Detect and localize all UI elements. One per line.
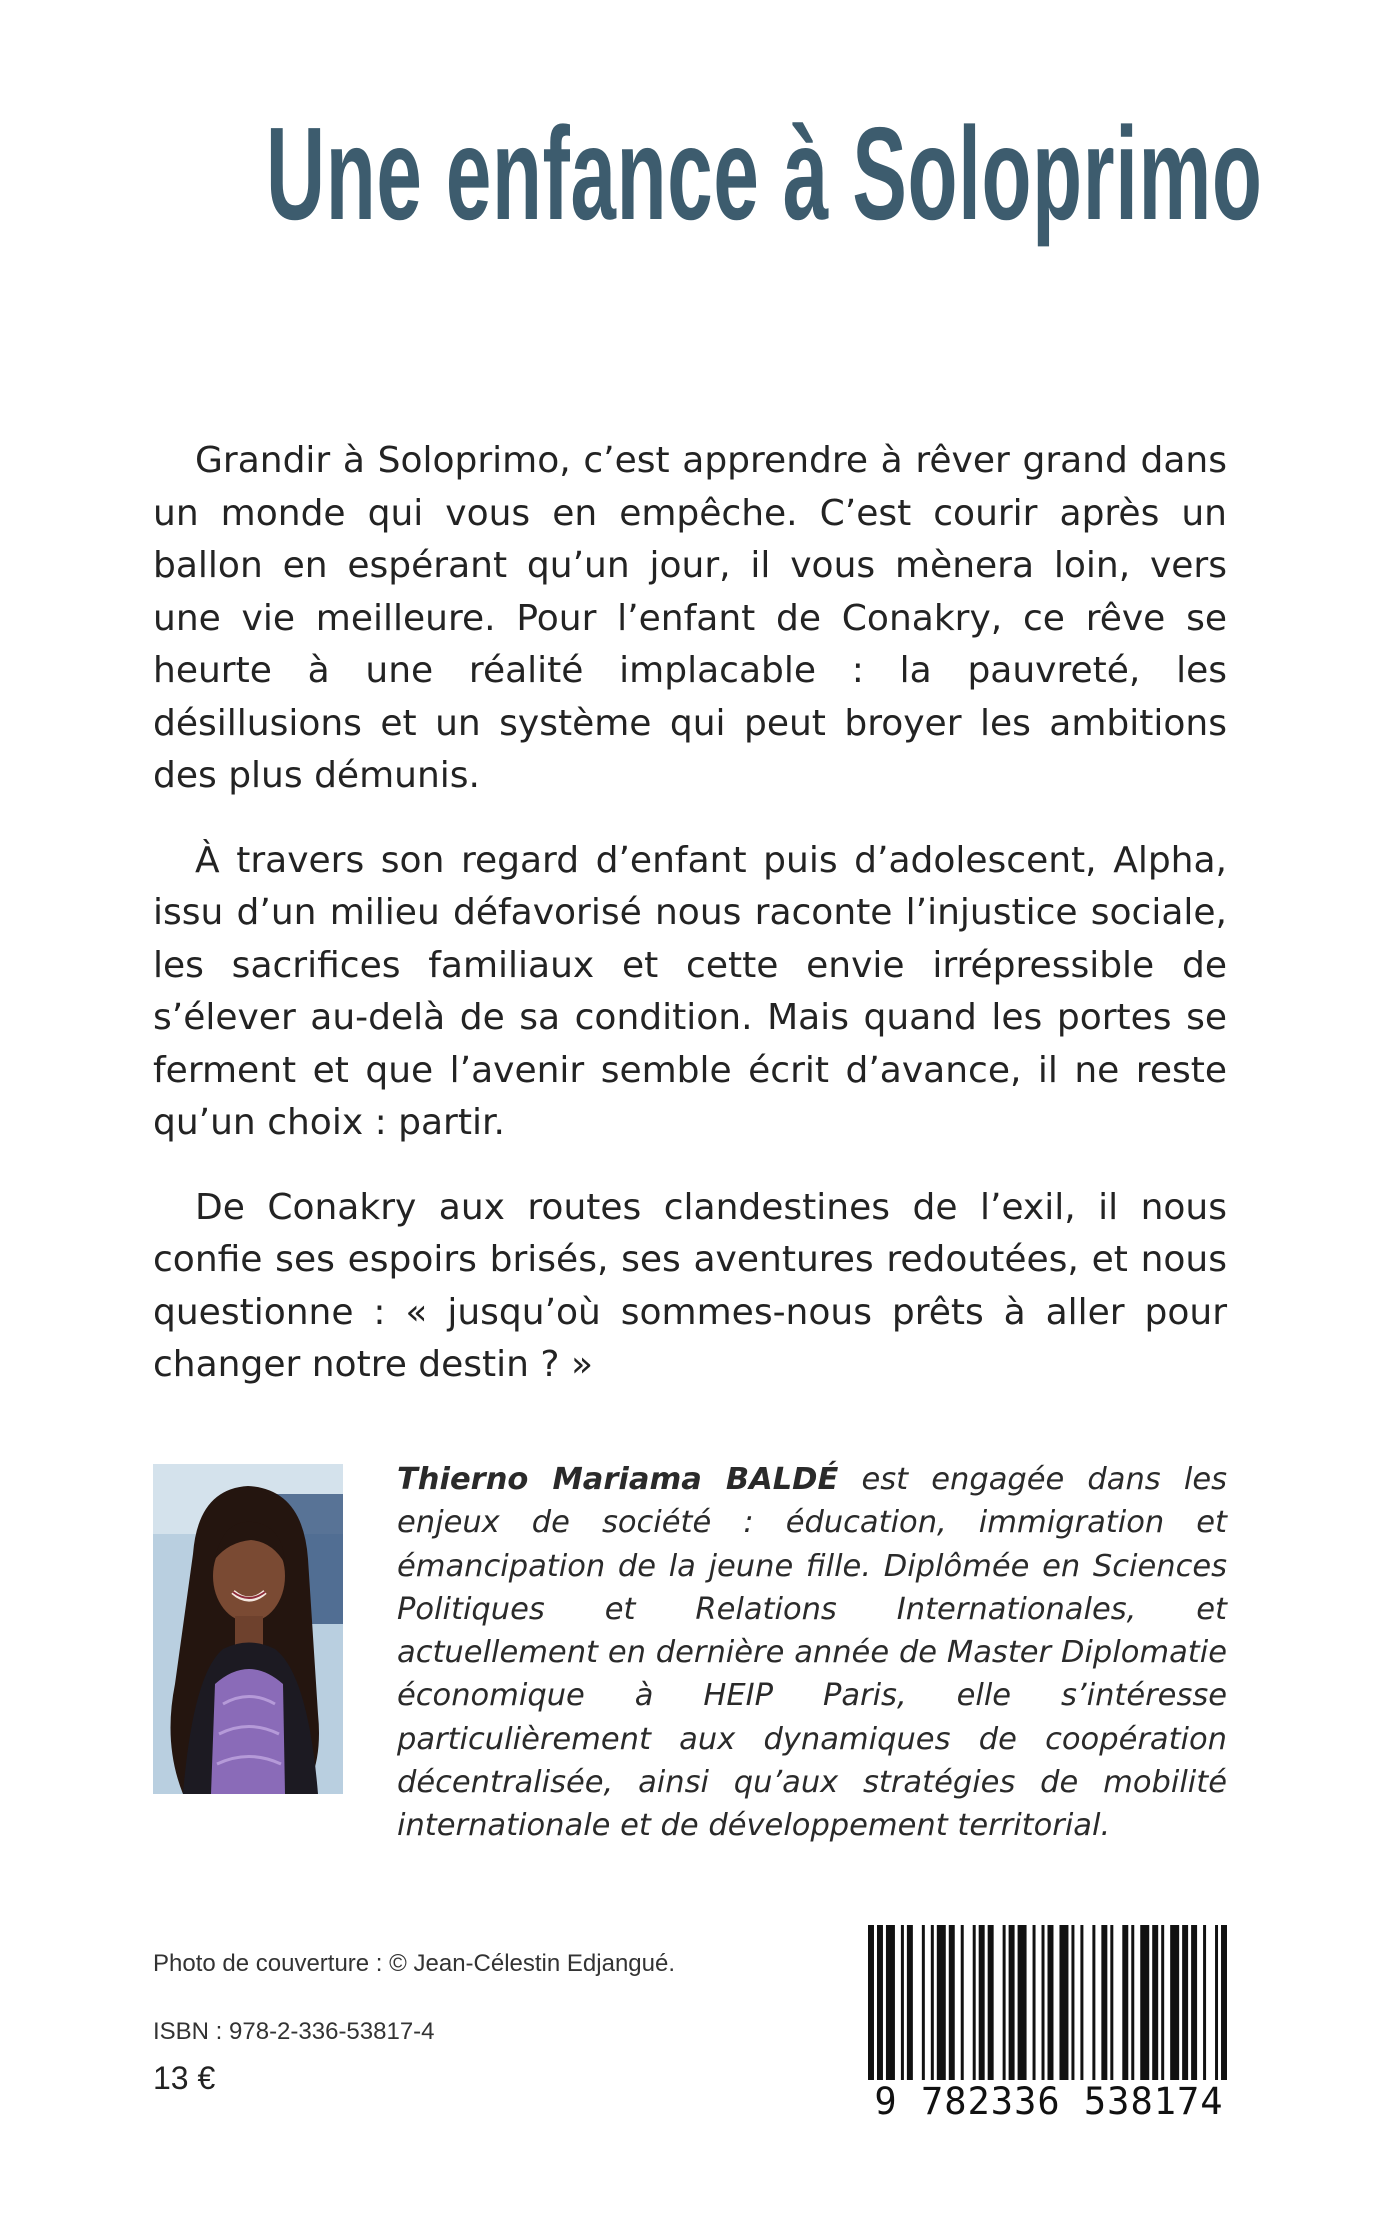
photo-credit: Photo de couverture : © Jean-Célestin Edjangué. [153,1950,675,1977]
blurb [153,435,1227,1424]
author-photo [153,1464,343,1794]
author-bio [397,1458,1227,1848]
blurb-paragraph-3: De Conakry aux routes clandestines de l’exil, il nous confie ses espoirs brisés, ses aventures redoutées, et nous questionne : « jusqu’où sommes-nous prêts à aller pour changer notre destin ? » [153,1186,1227,1385]
price: 13 € [153,2060,216,2096]
author-portrait-illustration [153,1464,343,1794]
blurb-paragraph-1: Grandir à Soloprimo, c’est apprendre à rêver grand dans un monde qui vous en empêche. C’est courir après un ballon en espérant qu’un jour, il vous mènera loin, vers une vie meilleure. Pour l’enfant de Conakry, ce rêve se heurte à une réalité implacable : la pauvreté, les désillusions et un système qui peut broyer les ambitions des plus démunis. [153,440,1227,796]
author-name: Thierno Mariama BALDÉ [397,1462,839,1497]
barcode-digits: 9 782336 538174 [868,2080,1230,2123]
isbn: ISBN : 978-2-336-53817-4 [153,2018,435,2045]
book-title: Une enfance à Soloprimo [266,100,1263,247]
blurb-paragraph-2: À travers son regard d’enfant puis d’adolescent, Alpha, issu d’un milieu défavorisé nous raconte l’injustice sociale, les sacrifices familiaux et cette envie irrépressible de s’élever au-delà de sa condition. Mais quand les portes se ferment et que l’avenir semble écrit d’avance, il ne reste qu’un choix : partir. [153,839,1227,1143]
author-bio-text: est engagée dans les enjeux de société : éducation, immigration et émancipation de la jeune fille. Diplômée en Sciences Politiques et Relations Internationales, et actuellement en dernière année de Master Diplomatie économique à HEIP Paris, elle s’intéresse particulièrement aux dynamiques de coopération décentralisée, ainsi qu’aux stratégies de mobilité internationale et de développement territorial. [397,1462,1227,1844]
